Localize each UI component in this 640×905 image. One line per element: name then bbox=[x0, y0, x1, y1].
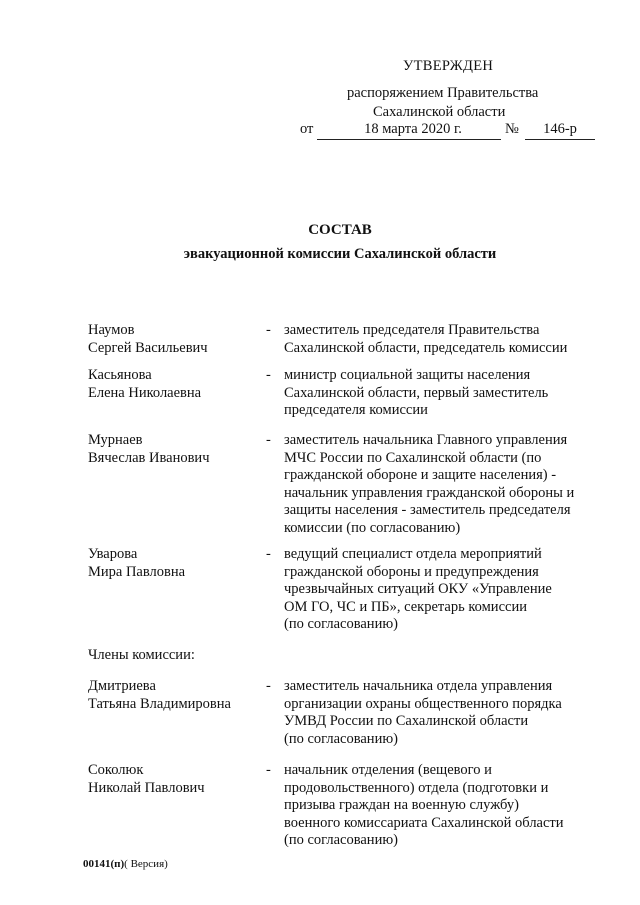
role-line: гражданской обороны и предупреждения bbox=[284, 563, 539, 580]
surname: Соколюк bbox=[88, 762, 144, 778]
person-role bbox=[284, 546, 602, 634]
role-line: заместитель начальника отдела управления bbox=[284, 678, 553, 694]
person-name bbox=[88, 322, 263, 357]
approval-title: УТВЕРЖДЕН bbox=[403, 58, 494, 74]
role-line: продовольственного) отдела (подготовки и bbox=[284, 779, 549, 796]
members-heading: Члены комиссии: bbox=[88, 647, 195, 663]
person-role bbox=[284, 762, 602, 850]
surname: Мурнаев bbox=[88, 432, 143, 448]
role-line: Сахалинской области, первый заместитель bbox=[284, 384, 549, 401]
role-line: чрезвычайных ситуаций ОКУ «Управление bbox=[284, 581, 552, 597]
surname: Касьянова bbox=[88, 367, 152, 383]
person-role bbox=[284, 367, 602, 420]
dash-separator: - bbox=[266, 322, 271, 338]
order-from-label: от bbox=[300, 121, 314, 137]
person-role bbox=[284, 432, 602, 537]
document-footer bbox=[83, 858, 168, 870]
role-line: начальник отделения (вещевого и bbox=[284, 762, 492, 778]
role-line: организации охраны общественного порядка bbox=[284, 695, 562, 712]
dash-separator: - bbox=[266, 367, 271, 383]
person-name bbox=[88, 367, 263, 402]
dash-separator: - bbox=[266, 678, 271, 694]
order-reference bbox=[295, 119, 615, 141]
role-line: военного комиссариата Сахалинской области bbox=[284, 814, 564, 831]
person-name bbox=[88, 546, 263, 581]
role-line: (по согласованию) bbox=[284, 832, 398, 848]
person-role bbox=[284, 678, 602, 748]
order-date: 18 марта 2020 г. bbox=[317, 119, 501, 140]
role-line: защиты населения - заместитель председателя bbox=[284, 502, 571, 518]
dash-separator: - bbox=[266, 762, 271, 778]
given-names: Вячеслав Иванович bbox=[88, 449, 210, 466]
approval-line-2: Сахалинской области bbox=[373, 104, 506, 120]
person-name bbox=[88, 678, 263, 713]
role-line: заместитель председателя Правительства bbox=[284, 322, 540, 338]
role-line: гражданской обороне и защите населения) - bbox=[284, 467, 557, 483]
given-names: Мира Павловна bbox=[88, 563, 186, 580]
role-line: ОМ ГО, ЧС и ПБ», секретарь комиссии bbox=[284, 598, 527, 615]
person-name bbox=[88, 762, 263, 797]
given-names: Елена Николаевна bbox=[88, 384, 202, 401]
role-line: ведущий специалист отдела мероприятий bbox=[284, 546, 542, 562]
document-version: ( Версия) bbox=[124, 858, 168, 870]
approval-line-1: распоряжением Правительства bbox=[347, 85, 539, 101]
surname: Наумов bbox=[88, 322, 135, 338]
order-number-label: № bbox=[505, 121, 519, 137]
person-role bbox=[284, 322, 602, 357]
role-line: призыва граждан на военную службу) bbox=[284, 797, 519, 813]
dash-separator: - bbox=[266, 432, 271, 448]
document-title: СОСТАВ bbox=[308, 222, 372, 238]
surname: Дмитриева bbox=[88, 678, 156, 694]
given-names: Николай Павлович bbox=[88, 779, 205, 796]
role-line: министр социальной защиты населения bbox=[284, 367, 531, 383]
document-code: 00141(п) bbox=[83, 858, 125, 870]
given-names: Сергей Васильевич bbox=[88, 339, 208, 356]
document-subtitle: эвакуационной комиссии Сахалинской области bbox=[183, 246, 497, 262]
role-line: заместитель начальника Главного управления bbox=[284, 432, 568, 448]
order-number: 146-р bbox=[525, 119, 595, 140]
given-names: Татьяна Владимировна bbox=[88, 695, 231, 712]
role-line: председателя комиссии bbox=[284, 402, 428, 418]
dash-separator: - bbox=[266, 546, 271, 562]
role-line: (по согласованию) bbox=[284, 730, 398, 747]
role-line: (по согласованию) bbox=[284, 616, 398, 632]
person-name bbox=[88, 432, 263, 467]
role-line: начальник управления гражданской обороны и bbox=[284, 484, 575, 501]
role-line: МЧС России по Сахалинской области (по bbox=[284, 449, 542, 466]
surname: Уварова bbox=[88, 546, 138, 562]
role-line: комиссии (по согласованию) bbox=[284, 519, 461, 536]
role-line: Сахалинской области, председатель комиссии bbox=[284, 339, 568, 356]
role-line: УМВД России по Сахалинской области bbox=[284, 713, 529, 729]
